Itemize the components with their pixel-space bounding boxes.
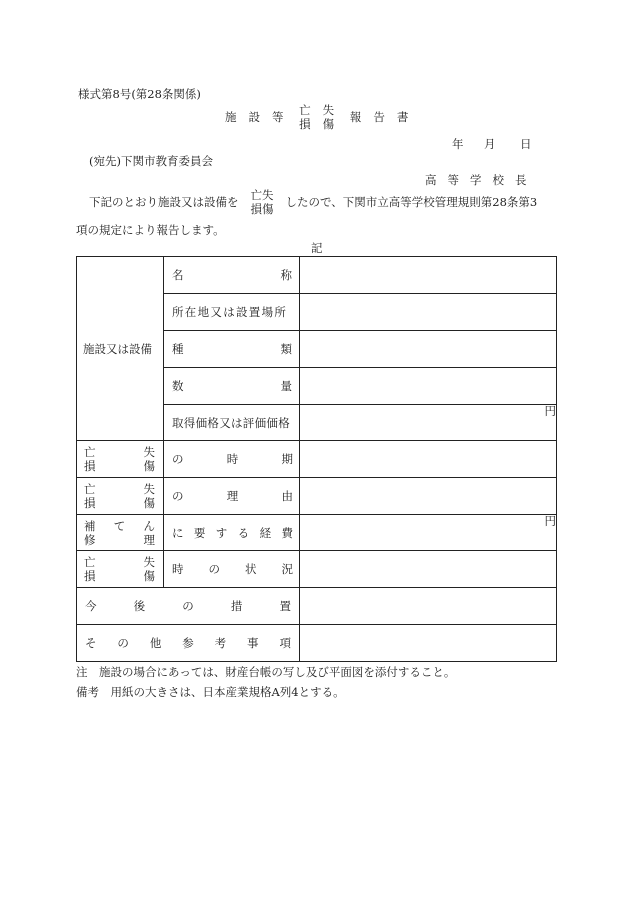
other-value-cell[interactable] [300,625,557,662]
value-label-cell: 取得価格又は評価価格 [164,405,300,441]
date-day: 日 [520,137,532,151]
body-line-1: 下記のとおり施設又は設備を 亡失 損傷 したので、下関市立高等学校管理規則第28条第3 [89,188,538,216]
date-month: 月 [484,137,496,151]
form-number: 様式第8号(第28条関係) [78,87,201,101]
title-suffix: 報 告 書 [349,110,409,124]
loss-reason-pair-cell: 亡 失 損 傷 [77,478,164,515]
table-row [77,478,557,515]
reason-label-cell: の 理 由 [164,478,300,515]
table-row [77,625,557,662]
reason-value-cell[interactable] [300,478,557,515]
qty-value-cell[interactable] [300,368,557,405]
qty-label-cell: 数 量 [164,368,300,405]
form-title [225,103,408,131]
other-label-cell: そ の 他 参 考 事 項 [77,625,300,662]
loss-situation-pair-cell: 亡 失 損 傷 [77,551,164,588]
type-value-cell[interactable] [300,331,557,368]
ki-heading: 記 [311,241,323,255]
note-paper-size: 備考 用紙の大きさは、日本産業規格A列4とする。 [76,685,345,699]
cost-value-cell[interactable] [300,515,557,551]
location-value-cell[interactable] [300,294,557,331]
addressee: (宛先)下関市教育委員会 [89,154,213,168]
situation-label-cell: 時 の 状 況 [164,551,300,588]
body-line-2: 項の規定により報告します。 [76,223,225,237]
table-row [77,441,557,478]
time-value-cell[interactable] [300,441,557,478]
report-table [76,256,557,662]
cost-label-cell: に 要 す る 経 費 [164,515,300,551]
value-value-cell[interactable] [300,405,557,441]
table-row [77,588,557,625]
location-label-cell: 所在地又は設置場所 [164,294,300,331]
group-label-cell: 施設又は設備 [77,257,164,441]
body-stack: 亡失 損傷 [250,188,274,216]
title-prefix: 施 設 等 [225,110,284,124]
table-row [77,515,557,551]
table-row [77,551,557,588]
yen-unit: 円 [544,514,556,528]
situation-value-cell[interactable] [300,551,557,588]
name-value-cell[interactable] [300,257,557,294]
future-label-cell: 今 後 の 措 置 [77,588,300,625]
time-label-cell: の 時 期 [164,441,300,478]
date-year: 年 [452,137,464,151]
yen-unit: 円 [544,404,556,418]
repair-pair-cell: 補 て ん 修 理 [77,515,164,551]
principal: 高 等 学 校 長 [425,173,527,187]
note-attachment: 注 施設の場合にあっては、財産台帳の写し及び平面図を添付すること。 [76,665,456,679]
table-row [77,257,557,294]
loss-time-pair-cell: 亡 失 損 傷 [77,441,164,478]
title-stack: 亡 失 損 傷 [299,103,335,131]
future-value-cell[interactable] [300,588,557,625]
name-label-cell: 名 称 [164,257,300,294]
type-label-cell: 種 類 [164,331,300,368]
